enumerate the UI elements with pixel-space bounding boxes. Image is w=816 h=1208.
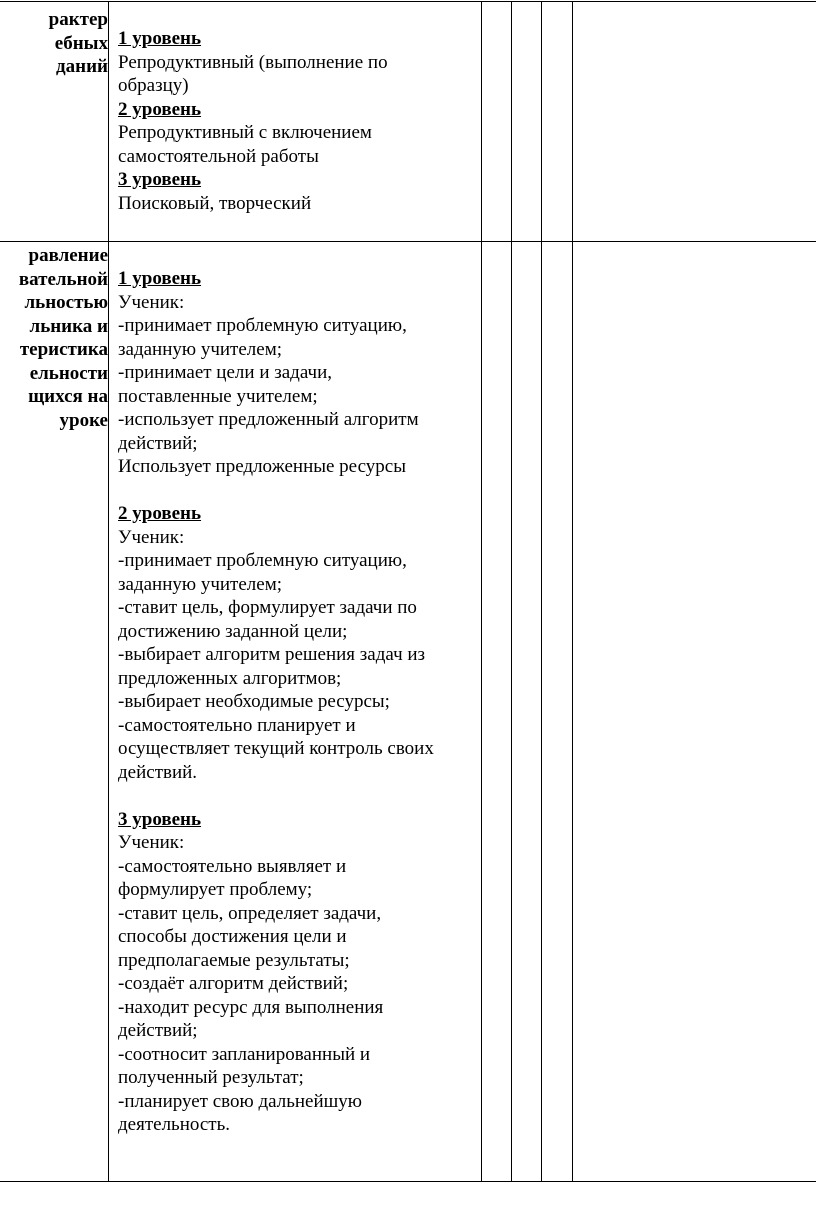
level-heading: 1 уровень <box>118 268 202 289</box>
category-text <box>19 244 108 432</box>
levels-cell <box>118 267 478 1137</box>
level-line: деятельность. <box>118 1114 231 1135</box>
level-line: Поисковый, творческий <box>118 192 312 214</box>
level-line: Репродуктивный с включением <box>118 122 372 143</box>
level-line: осуществляет текущий контроль своих <box>118 738 434 759</box>
level-line: действий; <box>118 432 198 454</box>
table-border-top <box>0 1 816 2</box>
level-line: -использует предложенный алгоритм <box>118 409 419 430</box>
level-line: Использует предложенные ресурсы <box>118 456 406 477</box>
level-line: предложенных алгоритмов; <box>118 667 342 689</box>
category-line: льностью <box>24 292 108 313</box>
column-divider <box>481 1 482 1182</box>
level-line: -принимает проблемную ситуацию, <box>118 315 407 336</box>
category-line: уроке <box>59 409 108 431</box>
level-line: -ставит цель, определяет задачи, <box>118 902 382 924</box>
level-line: Ученик: <box>118 526 185 548</box>
level-line: поставленные учителем; <box>118 385 318 407</box>
level-line: -самостоятельно планирует и <box>118 714 356 736</box>
level-line: -ставит цель, формулирует задачи по <box>118 597 417 618</box>
row-divider <box>0 241 816 242</box>
category-line: теристика <box>19 339 108 360</box>
level-heading: 1 уровень <box>118 28 202 49</box>
category-line: рактер <box>48 9 108 30</box>
level-line: формулирует проблему; <box>118 879 313 900</box>
category-line: ебных <box>54 32 108 54</box>
level-line: Ученик: <box>118 832 185 853</box>
level-heading: 3 уровень <box>118 808 202 830</box>
level-line: полученный результат; <box>118 1067 304 1088</box>
level-line: -принимает проблемную ситуацию, <box>118 550 407 571</box>
column-divider <box>511 1 512 1182</box>
level-line: -самостоятельно выявляет и <box>118 855 347 877</box>
level-line: достижению заданной цели; <box>118 620 348 642</box>
category-cell <box>0 8 108 234</box>
level-line: образцу) <box>118 75 189 96</box>
level-line: действий. <box>118 761 198 783</box>
level-line: заданную учителем; <box>118 338 282 360</box>
level-line: предполагаемые результаты; <box>118 949 350 971</box>
blank-line <box>118 479 478 503</box>
level-line: самостоятельной работы <box>118 145 319 167</box>
blank-line <box>118 784 478 808</box>
category-line: щихся на <box>28 386 108 407</box>
category-line: ельности <box>29 362 108 384</box>
level-heading: 2 уровень <box>118 503 202 524</box>
level-line: -создаёт алгоритм действий; <box>118 973 349 994</box>
category-line: даний <box>56 56 108 77</box>
level-line: действий; <box>118 1020 198 1041</box>
column-divider <box>572 1 573 1182</box>
category-line: льника и <box>29 315 108 337</box>
category-text <box>49 8 108 79</box>
level-line: заданную учителем; <box>118 573 282 595</box>
level-line: -принимает цели и задачи, <box>118 362 332 383</box>
level-line: -выбирает необходимые ресурсы; <box>118 691 390 712</box>
category-line: равление <box>28 245 108 266</box>
category-cell <box>0 244 108 444</box>
column-divider <box>541 1 542 1182</box>
category-line: вательной <box>18 268 108 290</box>
table-border-bottom <box>0 1181 816 1182</box>
level-line: -находит ресурс для выполнения <box>118 996 384 1018</box>
levels-cell <box>118 27 478 215</box>
level-line: Репродуктивный (выполнение по <box>118 51 388 73</box>
column-divider <box>108 1 109 1182</box>
level-line: способы достижения цели и <box>118 926 347 947</box>
level-line: -выбирает алгоритм решения задач из <box>118 644 426 665</box>
level-heading: 3 уровень <box>118 169 202 190</box>
level-line: -соотносит запланированный и <box>118 1043 371 1065</box>
level-line: Ученик: <box>118 291 185 313</box>
level-heading: 2 уровень <box>118 98 202 120</box>
level-line: -планирует свою дальнейшую <box>118 1090 362 1112</box>
